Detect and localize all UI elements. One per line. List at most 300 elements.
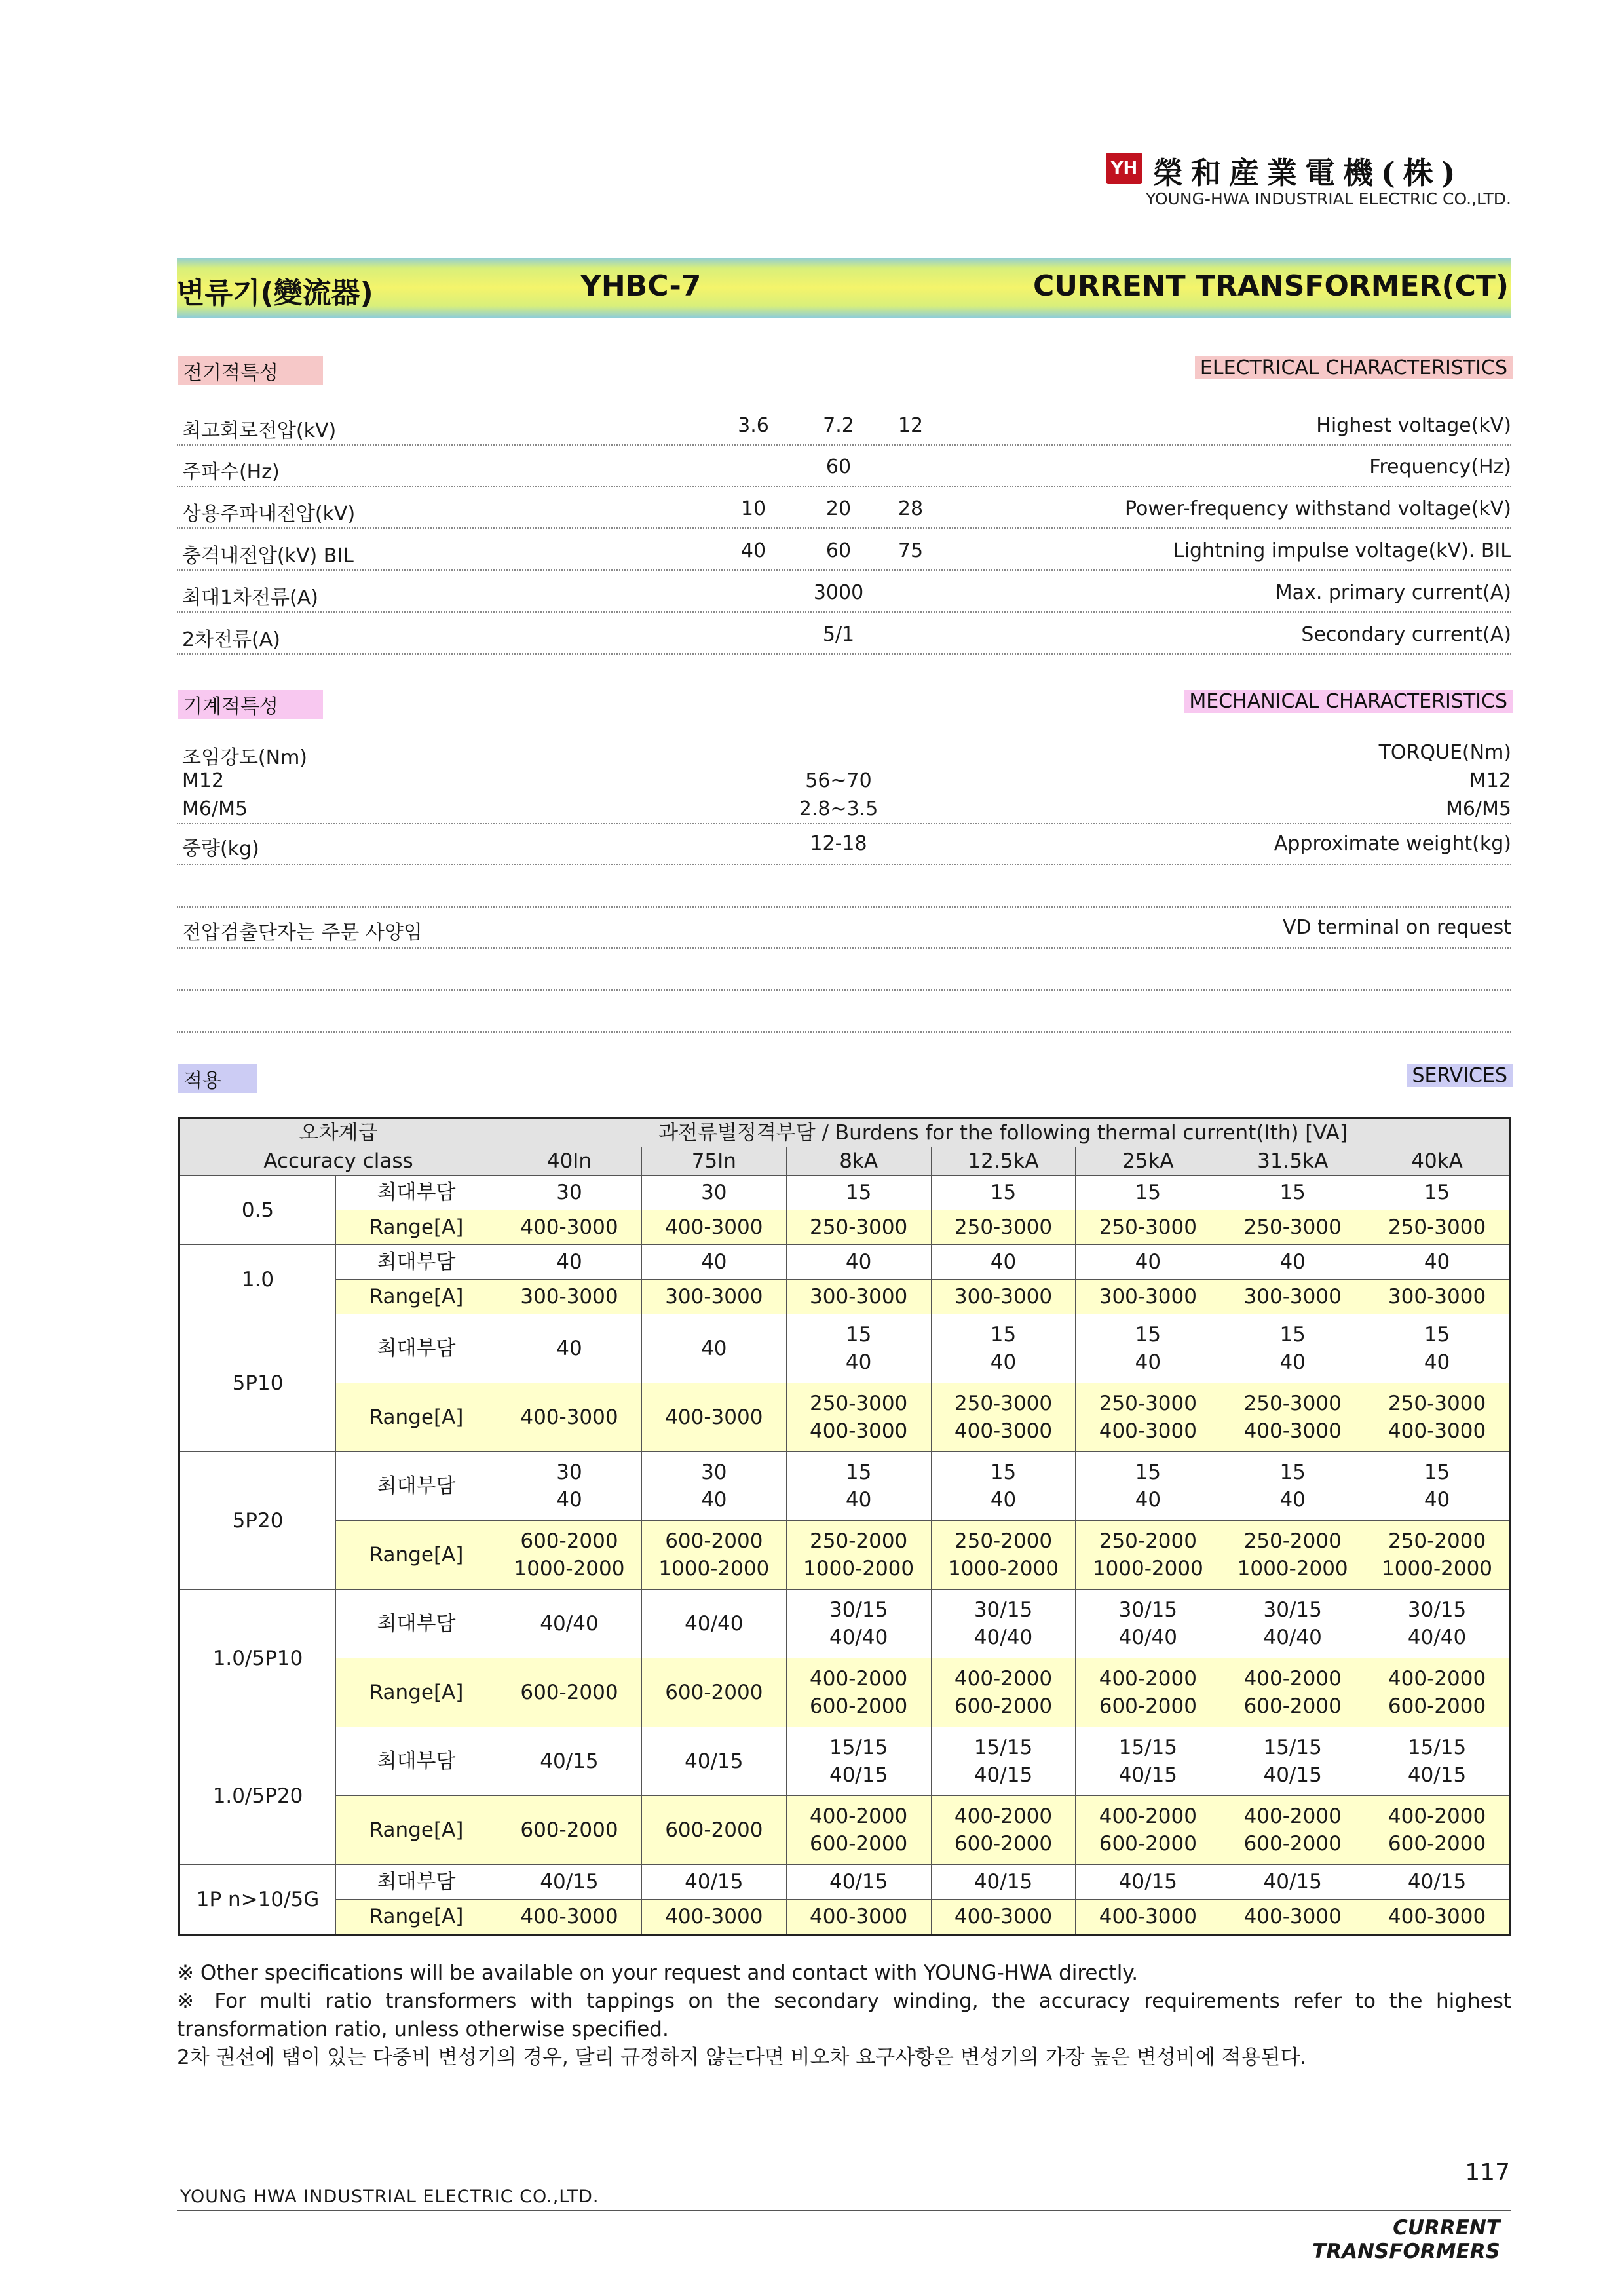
cell-line: 15 (1279, 1461, 1306, 1484)
table-row (179, 1314, 1510, 1383)
cell-line: 40 (556, 1488, 582, 1512)
cell-line: 15 (1279, 1323, 1306, 1347)
cell-line: 40/15 (1263, 1763, 1322, 1787)
cell-line: 40/15 (829, 1763, 888, 1787)
table-row (179, 1727, 1510, 1796)
cell-line: 400-3000 (1388, 1419, 1486, 1443)
burden-label: 최대부담 (336, 1590, 497, 1658)
range-label: Range[A] (336, 1280, 497, 1314)
burden-value (1220, 1727, 1365, 1796)
range-label: Range[A] (336, 1383, 497, 1452)
elec-label-en: Max. primary current(A) (1275, 581, 1511, 604)
cell-line: 400-2000 (810, 1667, 908, 1691)
cell-line: 600-2000 (954, 1694, 1053, 1718)
range-value (497, 1796, 642, 1865)
cell-line: 40 (701, 1488, 727, 1512)
burden-value (1365, 1590, 1510, 1658)
range-value (1076, 1383, 1220, 1452)
cell-line: 40 (845, 1488, 872, 1512)
services-label-kr: 적용 (178, 1064, 257, 1093)
range-value (497, 1521, 642, 1590)
elec-value-3: 75 (897, 539, 924, 562)
accuracy-class: 5P20 (179, 1452, 336, 1590)
burden-label: 최대부담 (336, 1865, 497, 1900)
cell-line: 15 (1135, 1461, 1161, 1484)
burden-value (1076, 1314, 1220, 1383)
range-value: 400-3000 (1220, 1900, 1365, 1935)
services-label-en: SERVICES (1407, 1064, 1513, 1087)
range-value (931, 1796, 1076, 1865)
cell-line: 250-3000 (1243, 1392, 1342, 1415)
burden-value: 40/15 (1365, 1865, 1510, 1900)
table-row (179, 1176, 1510, 1210)
elec-value-2: 60 (825, 539, 852, 562)
burden-value (641, 1314, 786, 1383)
burden-label: 최대부담 (336, 1727, 497, 1796)
cell-line: 400-2000 (954, 1667, 1053, 1691)
header-col: 40In (497, 1147, 642, 1176)
burden-label: 최대부담 (336, 1176, 497, 1210)
divider (177, 906, 1511, 908)
elec-label-en: Secondary current(A) (1301, 623, 1511, 646)
burden-value: 40/15 (1076, 1865, 1220, 1900)
title-bar (177, 258, 1511, 318)
cell-line: 400-3000 (810, 1419, 908, 1443)
cell-line: 600-2000 (665, 1818, 763, 1842)
range-value (1220, 1383, 1365, 1452)
burden-value (497, 1727, 642, 1796)
burden-value: 40/15 (497, 1865, 642, 1900)
accuracy-class: 1.0 (179, 1245, 336, 1314)
burden-value (931, 1452, 1076, 1521)
cell-line: 15 (845, 1461, 872, 1484)
burden-value (1220, 1590, 1365, 1658)
footer-company: YOUNG HWA INDUSTRIAL ELECTRIC CO.,LTD. (180, 2187, 599, 2207)
mechanical-label-kr: 기계적특성 (178, 690, 323, 719)
burden-value (497, 1314, 642, 1383)
divider (177, 444, 1511, 446)
burden-value: 40/15 (641, 1865, 786, 1900)
range-value: 400-3000 (641, 1900, 786, 1935)
cell-line: 600-2000 (520, 1529, 618, 1553)
divider (177, 989, 1511, 991)
header-col: 25kA (1076, 1147, 1220, 1176)
elec-value-1: 3.6 (738, 414, 769, 437)
range-label: Range[A] (336, 1658, 497, 1727)
cell-line: 250-3000 (1388, 1392, 1486, 1415)
range-value (931, 1521, 1076, 1590)
range-value: 250-3000 (1220, 1210, 1365, 1245)
burden-label: 최대부담 (336, 1452, 497, 1521)
range-label: Range[A] (336, 1796, 497, 1865)
cell-line: 15 (1135, 1323, 1161, 1347)
accuracy-class: 1P n>10/5G (179, 1865, 336, 1935)
table-row (179, 1900, 1510, 1935)
cell-line: 15 (845, 1323, 872, 1347)
cell-line: 40 (1279, 1350, 1306, 1374)
cell-line: 15 (1424, 1323, 1450, 1347)
range-value: 250-3000 (931, 1210, 1076, 1245)
company-name-kr: 榮和産業電機(株) (1153, 155, 1463, 191)
cell-line: 250-2000 (1243, 1529, 1342, 1553)
note-2: ※ For multi ratio transformers with tappings on the secondary winding, the accuracy requirements refer to the highest transformation ratio, unless otherwise specified. (177, 1989, 1511, 2041)
weight-label-en: Approximate weight(kg) (1274, 832, 1511, 855)
cell-line: 250-3000 (1099, 1392, 1197, 1415)
cell-line: 40 (556, 1337, 582, 1360)
cell-line: 600-2000 (665, 1529, 763, 1553)
accuracy-class: 1.0/5P10 (179, 1590, 336, 1727)
range-value: 300-3000 (1076, 1280, 1220, 1314)
cell-line: 40 (1135, 1350, 1161, 1374)
cell-line: 400-2000 (1243, 1667, 1342, 1691)
burden-value: 40 (1365, 1245, 1510, 1280)
burden-value (497, 1452, 642, 1521)
electrical-label-en: ELECTRICAL CHARACTERISTICS (1195, 356, 1513, 379)
table-row (179, 1521, 1510, 1590)
header-accuracy-kr: 오차계급 (179, 1119, 497, 1147)
burden-value: 40 (786, 1245, 931, 1280)
elec-label-kr: 2차전류(A) (182, 628, 280, 651)
company-name-en: YOUNG-HWA INDUSTRIAL ELECTRIC CO.,LTD. (1145, 189, 1511, 208)
accuracy-class: 0.5 (179, 1176, 336, 1245)
burden-value (786, 1452, 931, 1521)
elec-label-en: Highest voltage(kV) (1316, 414, 1511, 437)
range-value (1220, 1658, 1365, 1727)
range-value: 250-3000 (786, 1210, 931, 1245)
range-value: 400-3000 (497, 1210, 642, 1245)
cell-line: 400-2000 (1388, 1667, 1486, 1691)
burden-value: 40/15 (786, 1865, 931, 1900)
divider (177, 823, 1511, 824)
burden-value: 15 (1365, 1176, 1510, 1210)
elec-value-3: 28 (897, 497, 924, 520)
table-row (179, 1590, 1510, 1658)
cell-line: 30/15 (1407, 1598, 1467, 1622)
services-table (178, 1117, 1511, 1936)
range-label: Range[A] (336, 1521, 497, 1590)
cell-line: 1000-2000 (1092, 1557, 1203, 1580)
divider (177, 947, 1511, 949)
cell-line: 40 (990, 1488, 1017, 1512)
range-value: 400-3000 (1076, 1900, 1220, 1935)
cell-line: 400-3000 (520, 1406, 618, 1429)
cell-line: 600-2000 (1243, 1694, 1342, 1718)
range-value (1365, 1383, 1510, 1452)
range-value: 400-3000 (497, 1900, 642, 1935)
cell-line: 600-2000 (665, 1681, 763, 1704)
cell-line: 40/40 (1407, 1626, 1467, 1649)
range-value (786, 1521, 931, 1590)
range-value: 250-3000 (1365, 1210, 1510, 1245)
range-value (931, 1658, 1076, 1727)
burden-value (1365, 1452, 1510, 1521)
range-value (641, 1521, 786, 1590)
cell-line: 15/15 (1118, 1736, 1178, 1759)
table-row (179, 1210, 1510, 1245)
range-value (497, 1383, 642, 1452)
burden-value (1220, 1452, 1365, 1521)
cell-line: 400-3000 (665, 1406, 763, 1429)
cell-line: 250-3000 (810, 1392, 908, 1415)
divider (177, 527, 1511, 529)
range-value: 400-3000 (786, 1900, 931, 1935)
vd-label-en: VD terminal on request (1283, 916, 1511, 939)
elec-value-2: 60 (825, 455, 852, 478)
m12-label: M12 (182, 769, 225, 792)
range-value: 300-3000 (497, 1280, 642, 1314)
burden-value: 40 (1220, 1245, 1365, 1280)
range-value (786, 1658, 931, 1727)
cell-line: 600-2000 (1243, 1832, 1342, 1856)
cell-line: 15 (1424, 1461, 1450, 1484)
header-accuracy-en: Accuracy class (179, 1147, 497, 1176)
cell-line: 600-2000 (1388, 1694, 1486, 1718)
elec-value-2: 7.2 (823, 414, 854, 437)
table-row (179, 1245, 1510, 1280)
cell-line: 40 (1279, 1488, 1306, 1512)
elec-label-en: Lightning impulse voltage(kV). BIL (1173, 539, 1511, 562)
cell-line: 1000-2000 (1237, 1557, 1348, 1580)
range-value (786, 1383, 931, 1452)
elec-value-2: 20 (825, 497, 852, 520)
cell-line: 15 (990, 1461, 1017, 1484)
range-value (1365, 1796, 1510, 1865)
range-value (1220, 1796, 1365, 1865)
footer-divider (177, 2210, 1511, 2211)
burden-value (931, 1314, 1076, 1383)
table-row (179, 1452, 1510, 1521)
header-col: 40kA (1365, 1147, 1510, 1176)
range-value (1220, 1521, 1365, 1590)
accuracy-class: 1.0/5P20 (179, 1727, 336, 1865)
cell-line: 600-2000 (1099, 1832, 1197, 1856)
cell-line: 600-2000 (810, 1694, 908, 1718)
elec-value-3: 12 (897, 414, 924, 437)
divider (177, 486, 1511, 487)
range-value: 400-3000 (931, 1900, 1076, 1935)
cell-line: 40/15 (1118, 1763, 1178, 1787)
range-label: Range[A] (336, 1900, 497, 1935)
mechanical-label-en: MECHANICAL CHARACTERISTICS (1184, 690, 1513, 713)
m6-label-right: M6/M5 (1445, 797, 1511, 820)
burden-value: 40 (1076, 1245, 1220, 1280)
m12-label-right: M12 (1469, 769, 1511, 792)
note-1: ※ Other specifications will be available on your request and contact with YOUNG-HWA directly. (177, 1961, 1139, 1985)
cell-line: 40/15 (685, 1750, 744, 1773)
cell-line: 15 (990, 1323, 1017, 1347)
burden-value: 15 (786, 1176, 931, 1210)
elec-label-en: Frequency(Hz) (1369, 455, 1511, 478)
range-value (641, 1383, 786, 1452)
cell-line: 400-3000 (954, 1419, 1053, 1443)
burden-value (1365, 1727, 1510, 1796)
cell-line: 40/40 (1118, 1626, 1178, 1649)
divider (177, 569, 1511, 571)
footer-section: CURRENT TRANSFORMERS (1312, 2216, 1500, 2263)
range-value (931, 1383, 1076, 1452)
burden-value (641, 1590, 786, 1658)
header-col: 8kA (786, 1147, 931, 1176)
burden-value (786, 1727, 931, 1796)
burden-value (497, 1590, 642, 1658)
burden-value (1220, 1314, 1365, 1383)
cell-line: 30/15 (973, 1598, 1033, 1622)
cell-line: 30/15 (1118, 1598, 1178, 1622)
range-value: 300-3000 (931, 1280, 1076, 1314)
cell-line: 400-3000 (1099, 1419, 1197, 1443)
title-model: YHBC-7 (580, 269, 702, 303)
cell-line: 30 (556, 1461, 582, 1484)
burden-value (786, 1314, 931, 1383)
cell-line: 40/40 (1263, 1626, 1322, 1649)
burden-label: 최대부담 (336, 1314, 497, 1383)
cell-line: 250-2000 (954, 1529, 1053, 1553)
burden-value (1076, 1590, 1220, 1658)
burden-value: 40 (931, 1245, 1076, 1280)
burden-value (931, 1590, 1076, 1658)
burden-value: 15 (1076, 1176, 1220, 1210)
range-value (1365, 1521, 1510, 1590)
range-value (641, 1658, 786, 1727)
cell-line: 40/15 (1407, 1763, 1467, 1787)
torque-label-en: TORQUE(Nm) (1378, 741, 1511, 764)
cell-line: 400-2000 (1243, 1805, 1342, 1828)
burden-value: 15 (931, 1176, 1076, 1210)
burden-value (641, 1727, 786, 1796)
cell-line: 400-2000 (1388, 1805, 1486, 1828)
note-3: 2차 권선에 탭이 있는 다중비 변성기의 경우, 달리 규정하지 않는다면 비오차 요구사항은 변성기의 가장 높은 변성비에 적용된다. (177, 2046, 1307, 2069)
burden-value (931, 1727, 1076, 1796)
cell-line: 250-2000 (810, 1529, 908, 1553)
cell-line: 30/15 (829, 1598, 888, 1622)
range-value (1076, 1521, 1220, 1590)
company-logo: YH (1106, 153, 1142, 184)
burden-value: 40/15 (1220, 1865, 1365, 1900)
cell-line: 15/15 (1407, 1736, 1467, 1759)
range-value: 300-3000 (786, 1280, 931, 1314)
cell-line: 40 (845, 1350, 872, 1374)
table-header-row (179, 1147, 1510, 1176)
cell-line: 40/15 (973, 1763, 1033, 1787)
range-value (641, 1796, 786, 1865)
range-value: 400-3000 (1365, 1900, 1510, 1935)
cell-line: 250-3000 (954, 1392, 1053, 1415)
cell-line: 30 (701, 1461, 727, 1484)
table-row (179, 1865, 1510, 1900)
range-value (1076, 1658, 1220, 1727)
table-row (179, 1658, 1510, 1727)
notes (177, 1959, 1511, 2072)
cell-line: 40 (1424, 1350, 1450, 1374)
accuracy-class: 5P10 (179, 1314, 336, 1452)
cell-line: 30/15 (1263, 1598, 1322, 1622)
elec-label-kr: 최고회로전압(kV) (182, 419, 337, 442)
burden-value: 40 (641, 1245, 786, 1280)
cell-line: 15/15 (1263, 1736, 1322, 1759)
range-value (497, 1658, 642, 1727)
cell-line: 600-2000 (1388, 1832, 1486, 1856)
electrical-label-kr: 전기적특성 (178, 356, 323, 385)
m6-label: M6/M5 (182, 797, 248, 820)
table-header-row (179, 1119, 1510, 1147)
burden-value: 30 (497, 1176, 642, 1210)
table-row (179, 1796, 1510, 1865)
burden-value (786, 1590, 931, 1658)
table-row (179, 1383, 1510, 1452)
cell-line: 40/40 (685, 1612, 744, 1636)
range-value: 400-3000 (641, 1210, 786, 1245)
range-value (1365, 1658, 1510, 1727)
range-value: 300-3000 (1220, 1280, 1365, 1314)
cell-line: 1000-2000 (658, 1557, 770, 1580)
elec-label-kr: 상용주파내전압(kV) (182, 503, 356, 526)
divider (177, 864, 1511, 865)
page-number: 117 (1465, 2159, 1510, 2186)
elec-label-kr: 충격내전압(kV) BIL (182, 545, 354, 567)
cell-line: 600-2000 (810, 1832, 908, 1856)
cell-line: 40 (701, 1337, 727, 1360)
cell-line: 40 (1424, 1488, 1450, 1512)
cell-line: 40 (990, 1350, 1017, 1374)
cell-line: 600-2000 (520, 1818, 618, 1842)
header-col: 75In (641, 1147, 786, 1176)
elec-value-1: 10 (740, 497, 766, 520)
torque-label-kr: 조임강도(Nm) (182, 746, 307, 769)
elec-label-kr: 주파수(Hz) (182, 461, 280, 484)
weight-label-kr: 중량(kg) (182, 837, 259, 860)
cell-line: 40/40 (829, 1626, 888, 1649)
burden-value: 30 (641, 1176, 786, 1210)
range-value: 300-3000 (641, 1280, 786, 1314)
m6-value: 2.8~3.5 (799, 797, 878, 820)
m12-value: 56~70 (805, 769, 872, 792)
range-value (1076, 1796, 1220, 1865)
range-value: 300-3000 (1365, 1280, 1510, 1314)
cell-line: 1000-2000 (948, 1557, 1059, 1580)
burden-value (641, 1452, 786, 1521)
cell-line: 400-2000 (1099, 1805, 1197, 1828)
cell-line: 400-3000 (1243, 1419, 1342, 1443)
cell-line: 250-2000 (1099, 1529, 1197, 1553)
burden-value (1076, 1727, 1220, 1796)
burden-value: 40/15 (931, 1865, 1076, 1900)
cell-line: 15/15 (973, 1736, 1033, 1759)
cell-line: 400-2000 (810, 1805, 908, 1828)
divider (177, 611, 1511, 613)
cell-line: 40 (1135, 1488, 1161, 1512)
elec-label-kr: 최대1차전류(A) (182, 586, 318, 609)
divider (177, 1031, 1511, 1033)
range-value (786, 1796, 931, 1865)
elec-value-2: 3000 (813, 581, 864, 604)
burden-label: 최대부담 (336, 1245, 497, 1280)
range-label: Range[A] (336, 1210, 497, 1245)
cell-line: 40/15 (540, 1750, 599, 1773)
burden-value: 15 (1220, 1176, 1365, 1210)
burden-value: 40 (497, 1245, 642, 1280)
cell-line: 600-2000 (1099, 1694, 1197, 1718)
cell-line: 400-2000 (954, 1805, 1053, 1828)
title-en: CURRENT TRANSFORMER(CT) (1032, 269, 1509, 303)
title-kr: 변류기(變流器) (177, 277, 373, 310)
header-col: 12.5kA (931, 1147, 1076, 1176)
burden-value (1365, 1314, 1510, 1383)
cell-line: 40/40 (540, 1612, 599, 1636)
weight-value: 12-18 (810, 832, 867, 855)
elec-value-2: 5/1 (822, 623, 855, 646)
cell-line: 1000-2000 (1382, 1557, 1493, 1580)
cell-line: 15/15 (829, 1736, 888, 1759)
